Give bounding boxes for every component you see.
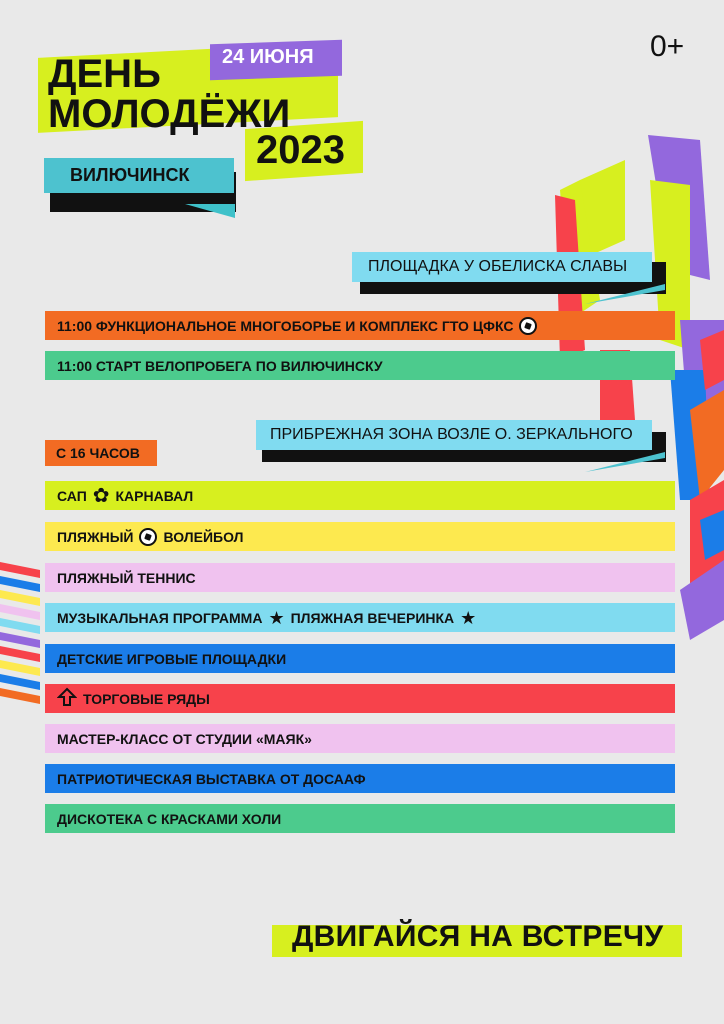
- row-text: ТОРГОВЫЕ РЯДЫ: [83, 690, 210, 707]
- schedule-row: [45, 522, 675, 551]
- schedule-row: [45, 804, 675, 833]
- schedule-row: [45, 764, 675, 793]
- row-text-a: МУЗЫКАЛЬНАЯ ПРОГРАММА: [57, 609, 263, 626]
- star-icon: ★: [460, 607, 477, 628]
- section1-header-tail: [585, 284, 665, 306]
- arrow-up-icon: [57, 687, 77, 710]
- row-text: МАСТЕР-КЛАСС ОТ СТУДИИ «МАЯК»: [57, 730, 312, 747]
- schedule-row: [45, 351, 675, 380]
- schedule-row: [45, 563, 675, 592]
- row-text: ПАТРИОТИЧЕСКАЯ ВЫСТАВКА ОТ ДОСААФ: [57, 770, 366, 787]
- row-text: ДИСКОТЕКА С КРАСКАМИ ХОЛИ: [57, 810, 282, 827]
- section1-title: ПЛОЩАДКА У ОБЕЛИСКА СЛАВЫ: [368, 258, 628, 275]
- schedule-row: [45, 684, 675, 713]
- city-badge-tail: [185, 204, 235, 218]
- decorative-stripes-right: [540, 120, 724, 680]
- row-text: 11:00 СТАРТ ВЕЛОПРОБЕГА ПО ВИЛЮЧИНСКУ: [57, 357, 383, 374]
- row-text-a: ПЛЯЖНЫЙ: [57, 528, 134, 545]
- row-text-b: ВОЛЕЙБОЛ: [163, 528, 244, 545]
- city-name: ВИЛЮЧИНСК: [70, 165, 190, 185]
- event-title-line2: МОЛОДЁЖИ: [48, 92, 291, 136]
- row-text-b: ПЛЯЖНАЯ ВЕЧЕРИНКА: [290, 609, 455, 626]
- row-text: ДЕТСКИЕ ИГРОВЫЕ ПЛОЩАДКИ: [57, 650, 287, 667]
- event-title-line1: ДЕНЬ: [48, 52, 161, 96]
- slogan: ДВИГАЙСЯ НА ВСТРЕЧУ: [292, 920, 664, 953]
- ball-icon: [139, 528, 157, 546]
- section2-header-tail: [585, 452, 665, 474]
- age-rating: 0+: [650, 30, 685, 63]
- schedule-row: [45, 603, 675, 632]
- decorative-stripes-left: [0, 560, 45, 710]
- event-year: 2023: [256, 128, 345, 172]
- row-text-a: САП: [57, 487, 87, 504]
- schedule-row: [45, 724, 675, 753]
- schedule-row: [45, 644, 675, 673]
- ball-icon: [519, 317, 537, 335]
- row-text: 11:00 ФУНКЦИОНАЛЬНОЕ МНОГОБОРЬЕ И КОМПЛЕКС ГТО ЦФКС: [57, 317, 514, 334]
- row-text-b: КАРНАВАЛ: [115, 487, 194, 504]
- section2-title: ПРИБРЕЖНАЯ ЗОНА ВОЗЛЕ О. ЗЕРКАЛЬНОГО: [270, 426, 633, 443]
- row-text: ПЛЯЖНЫЙ ТЕННИС: [57, 569, 196, 586]
- flower-icon: ✿: [92, 484, 110, 507]
- schedule-row: [45, 311, 675, 340]
- event-date: 24 ИЮНЯ: [222, 46, 314, 68]
- schedule-row: [45, 481, 675, 510]
- star-icon: ★: [268, 607, 285, 628]
- time-badge-text: С 16 ЧАСОВ: [56, 445, 140, 461]
